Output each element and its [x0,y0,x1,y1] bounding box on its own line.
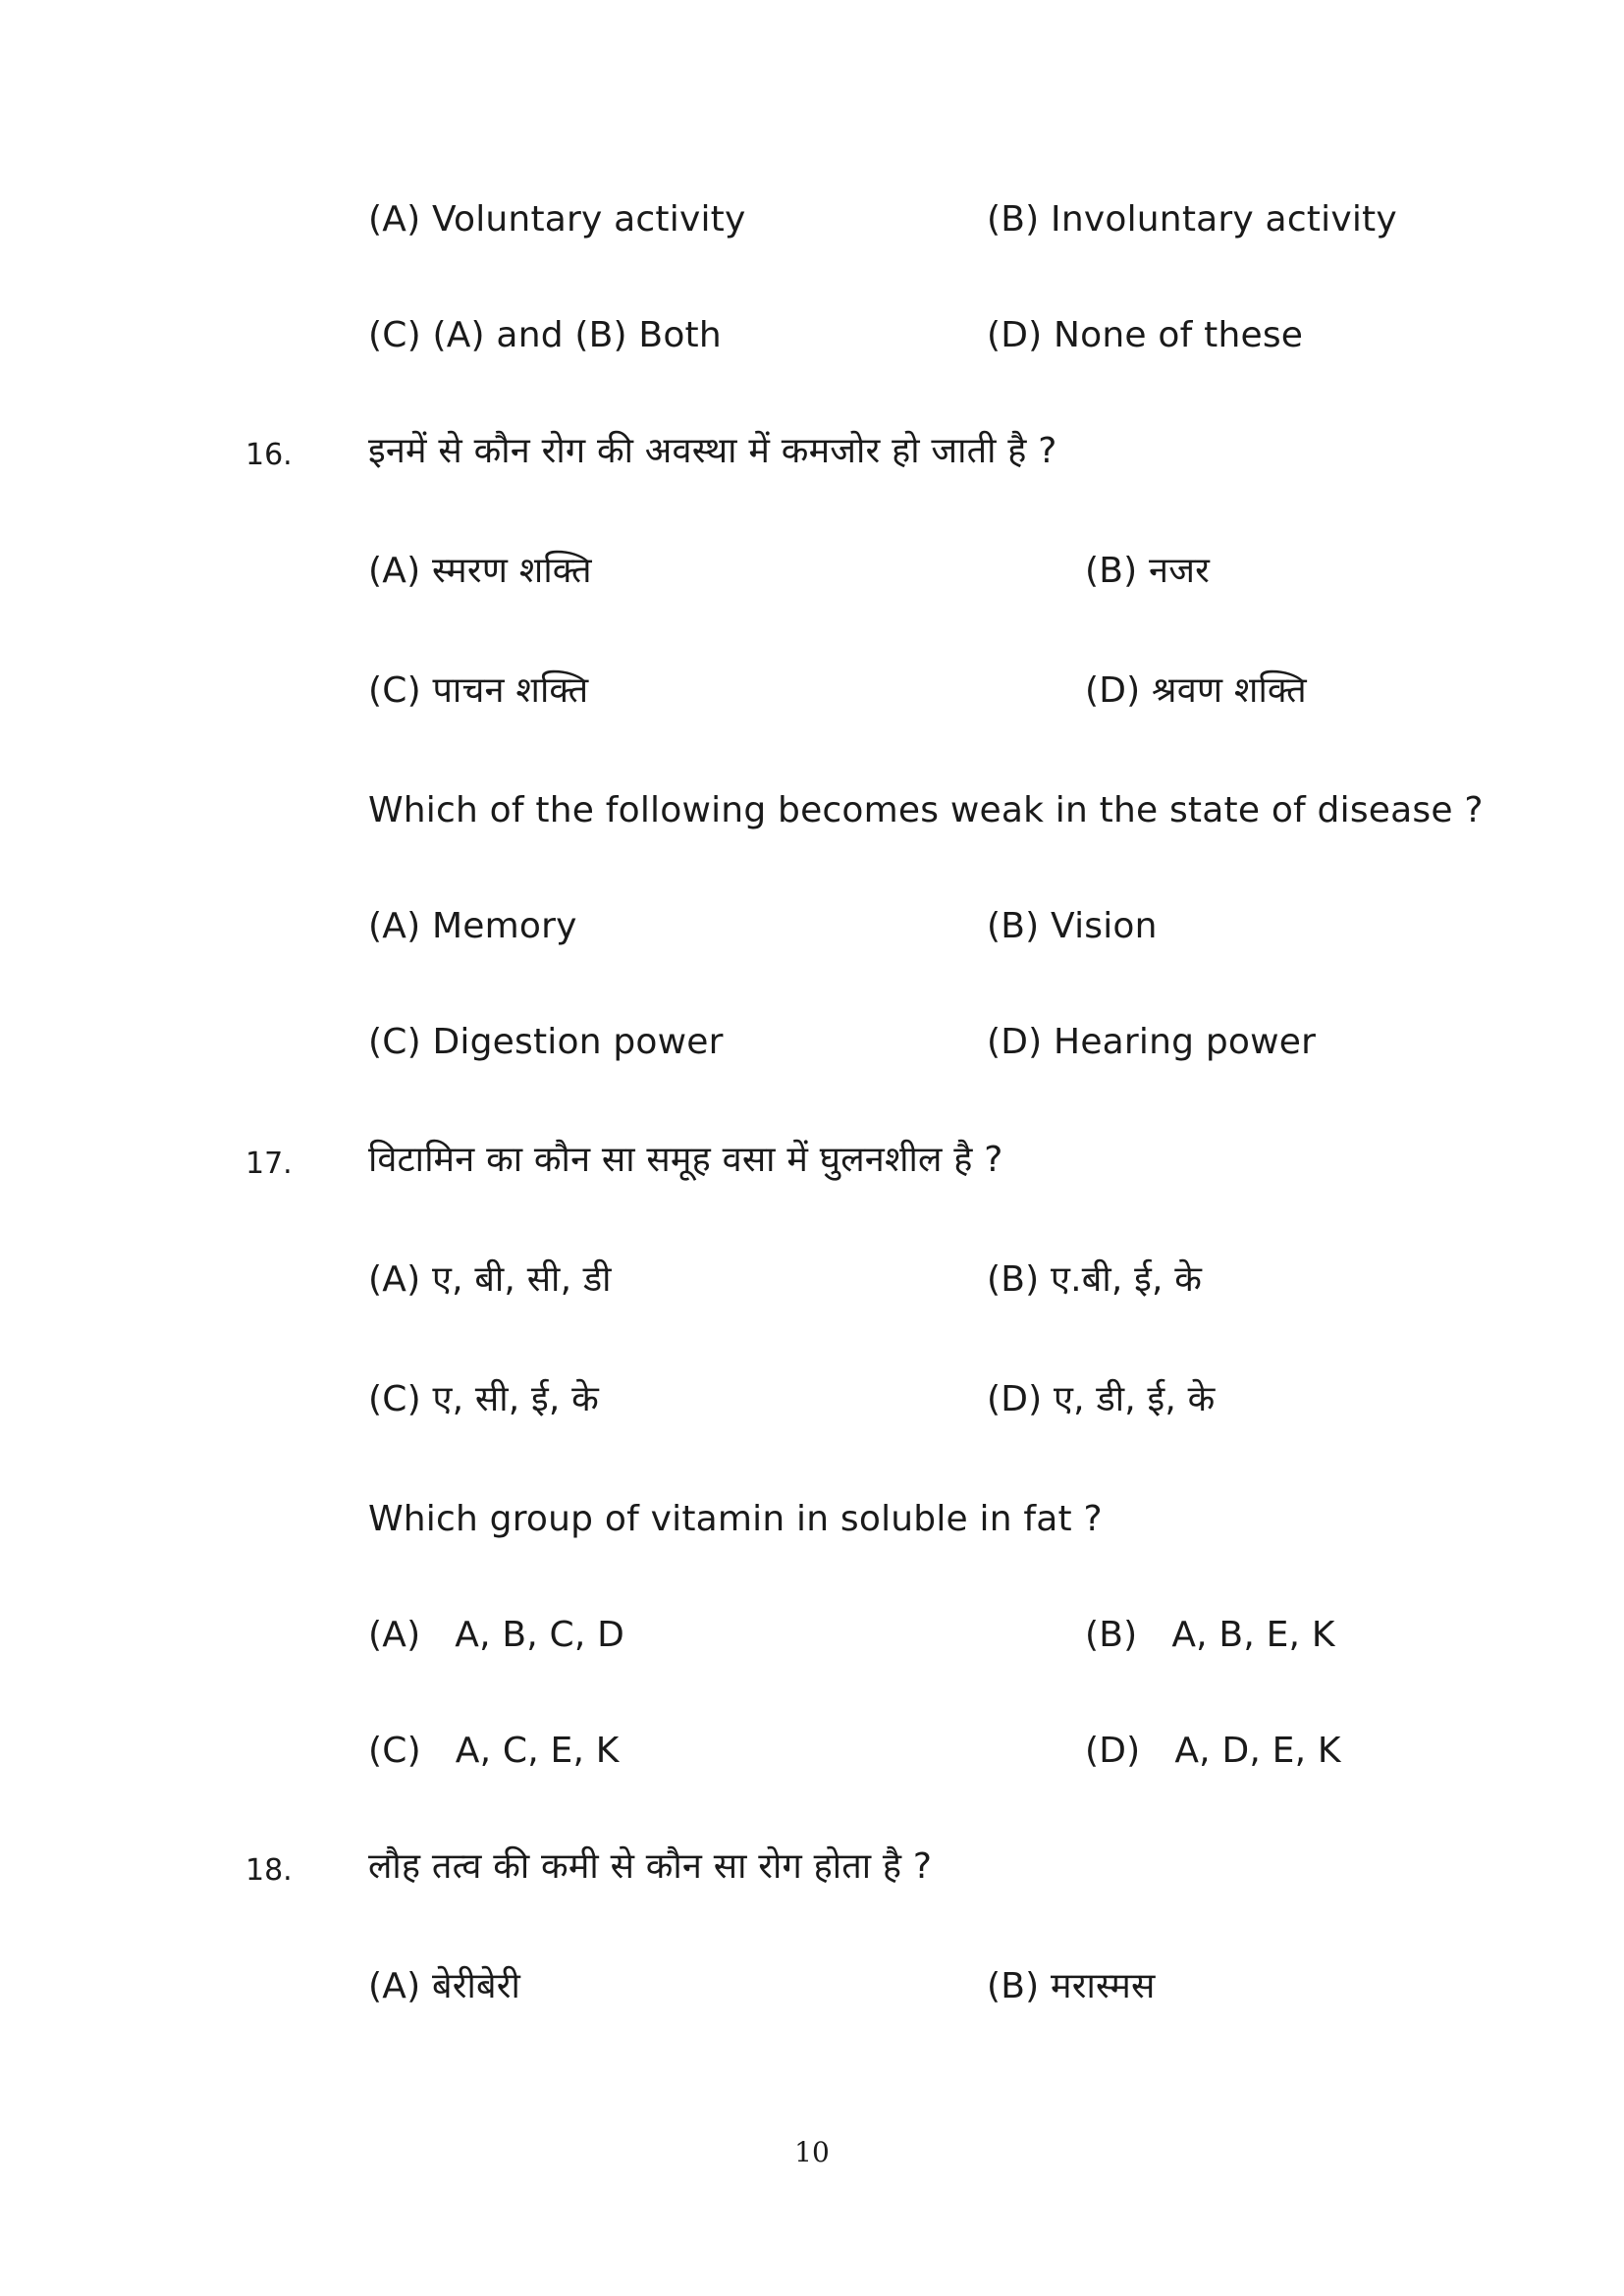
q16-option-b-hindi: (B) नजर [1085,551,1211,591]
q18-option-a-hindi: (A) बेरीबेरी [368,1966,520,2006]
q18-option-b-hindi: (B) मरास्मस [987,1966,1156,2006]
q18-question-hindi: लौह तत्व की कमी से कौन सा रोग होता है ? [368,1846,933,1887]
q17-option-a-english: (A) A, B, C, D [368,1615,625,1655]
q17-option-d-hindi: (D) ए, डी, ई, के [987,1379,1216,1419]
q16-question-english: Which of the following becomes weak in the state of disease ? [368,790,1484,830]
q17-option-a-hindi: (A) ए, बी, सी, डी [368,1259,612,1300]
q17-option-d-english: (D) A, D, E, K [1085,1731,1341,1771]
q17-question-hindi: विटामिन का कौन सा समूह वसा में घुलनशील है ? [368,1140,1003,1180]
q15-option-d: (D) None of these [987,315,1304,355]
q16-option-d-english: (D) Hearing power [987,1022,1317,1062]
q17-option-c-english: (C) A, C, E, K [368,1731,620,1771]
q17-option-b-english: (B) A, B, E, K [1085,1615,1335,1655]
q16-option-c-english: (C) Digestion power [368,1022,724,1062]
q17-option-c-hindi: (C) ए, सी, ई, के [368,1379,600,1419]
q16-number: 16. [245,438,293,472]
q16-question-hindi: इनमें से कौन रोग की अवस्था में कमजोर हो जाती है ? [368,431,1057,471]
q16-option-d-hindi: (D) श्रवण शक्ति [1085,670,1307,711]
q15-option-c: (C) (A) and (B) Both [368,315,722,355]
q16-option-c-hindi: (C) पाचन शक्ति [368,670,589,711]
q17-option-b-hindi: (B) ए.बी, ई, के [987,1259,1203,1300]
q17-question-english: Which group of vitamin in soluble in fat ? [368,1499,1103,1539]
q15-option-b: (B) Involuntary activity [987,199,1397,240]
q15-option-a: (A) Voluntary activity [368,199,746,240]
q16-option-b-english: (B) Vision [987,906,1158,946]
page-number: 10 [794,2136,830,2168]
q17-number: 17. [245,1147,293,1181]
q16-option-a-english: (A) Memory [368,906,577,946]
q16-option-a-hindi: (A) स्मरण शक्ति [368,551,592,591]
q18-number: 18. [245,1853,293,1888]
